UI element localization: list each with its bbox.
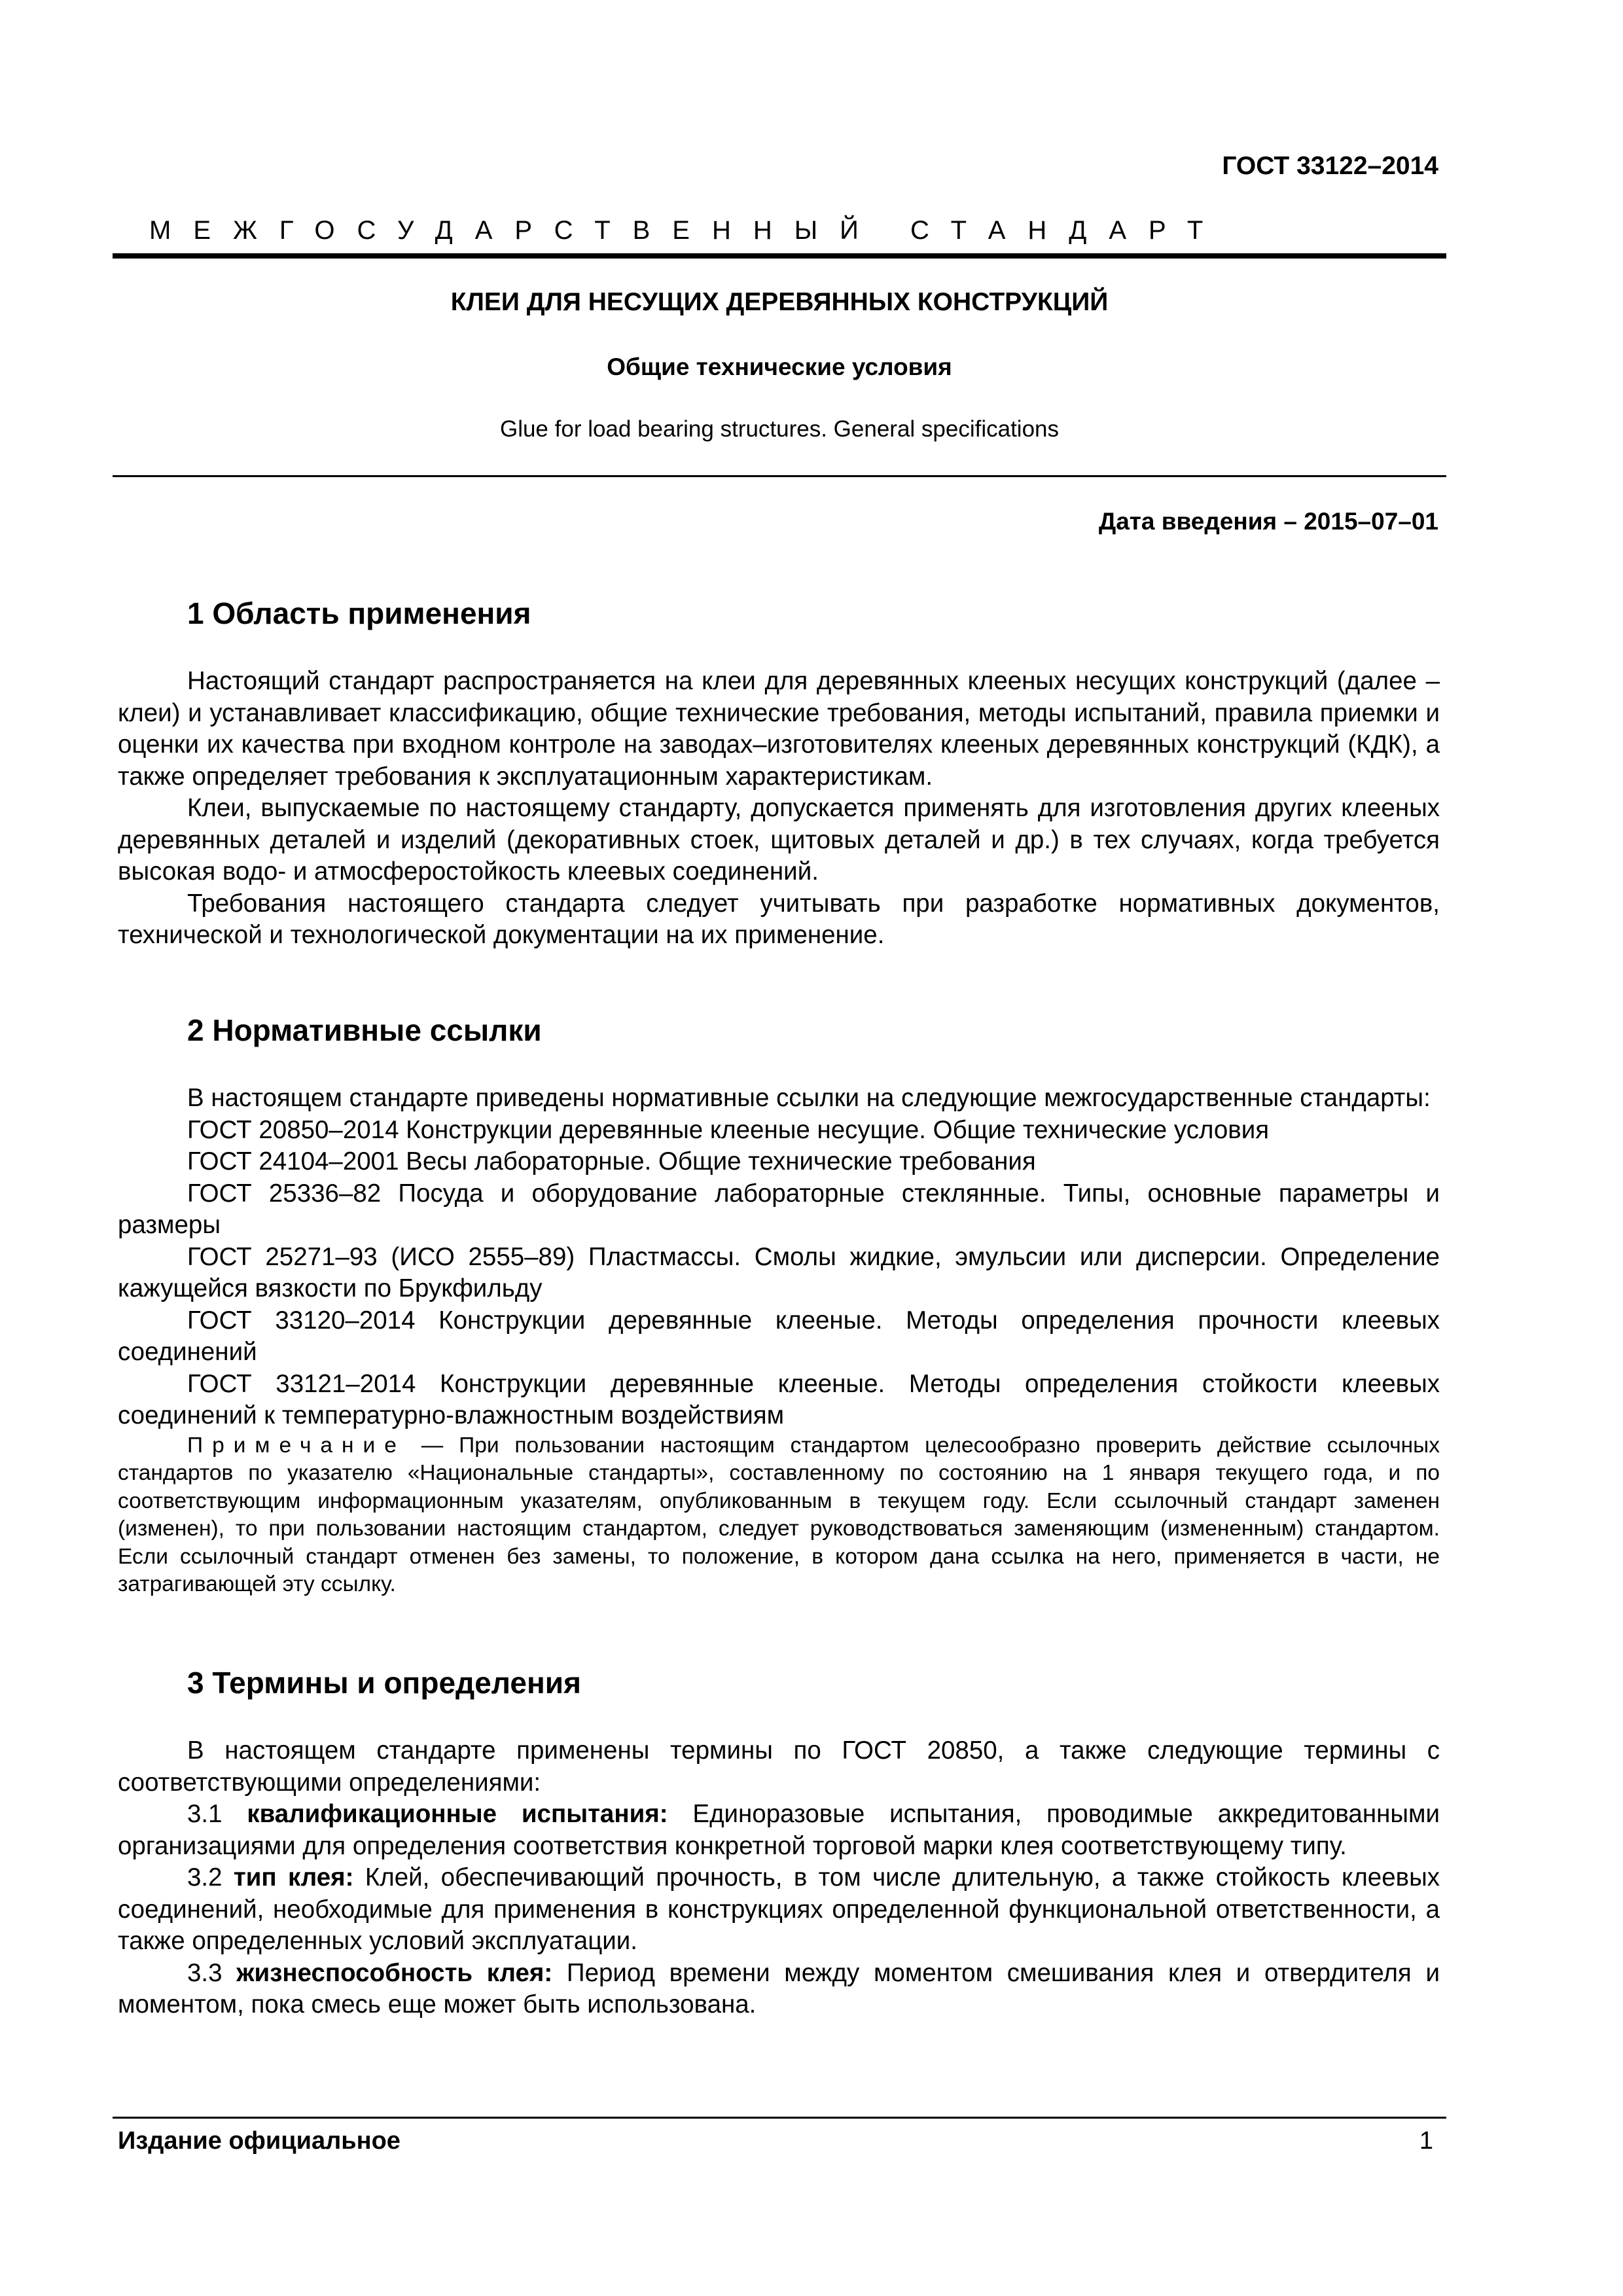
term-name: жизнеспособность клея: <box>236 1958 553 1987</box>
reference-item: ГОСТ 25271–93 (ИСО 2555–89) Пластмассы. Смолы жидкие, эмульсии или дисперсии. Определение кажущейся вязкости по Брукфильду <box>118 1242 1440 1302</box>
paragraph: Настоящий стандарт распространяется на клеи для деревянных клееных несущих конструкций (далее – клеи) и устанавливает классификацию, общие технические требования, методы испытаний, правила приемки и оценки их качества при входном контроле на заводах–изготовителях клееных деревянных конструкций (КДК), а также определяет требования к эксплуатационным характеристикам. <box>118 667 1440 791</box>
term-number: 3.1 <box>187 1800 223 1828</box>
note-label: Примечание <box>187 1433 406 1458</box>
standard-category: МЕЖГОСУДАРСТВЕННЫЙ СТАНДАРТ <box>149 216 1226 245</box>
document-subtitle: Общие технические условия <box>607 353 952 380</box>
term-text: Период времени между моментом смешивания клея и отвердителя и моментом, пока смесь еще может быть использована. <box>118 1958 1440 2018</box>
note-text: — При пользовании настоящим стандартом целесообразно проверить действие ссылочных стандартов по указателю «Национальные стандарты», составленному по состоянию на 1 января текущего года, и по соответствующим информационным указателям, опубликованным в текущем году. Если ссылочный стандарт заменен (изменен), то при пользовании настоящим стандартом, следует руководствоваться заменяющим (измененным) стандартом. Если ссылочный стандарт отменен без замены, то положение, в котором дана ссылка на него, применяется в части, не затрагивающей эту ссылку. <box>118 1433 1440 1596</box>
paragraph: Клеи, выпускаемые по настоящему стандарту, допускается применять для изготовления других клееных деревянных деталей и изделий (декоративных стоек, щитовых деталей и др.) в тех случаях, когда требуется высокая водо- и атмосферостойкость клеевых соединений. <box>118 794 1440 886</box>
section-body-scope <box>118 666 1440 952</box>
title-rule <box>113 475 1446 477</box>
reference-item: ГОСТ 24104–2001 Весы лабораторные. Общие технические требования <box>187 1147 1036 1175</box>
term-number: 3.3 <box>187 1958 223 1987</box>
reference-item: ГОСТ 20850–2014 Конструкции деревянные клееные несущие. Общие технические условия <box>187 1115 1270 1144</box>
section-body-normative-references <box>118 1083 1440 1599</box>
term-definition <box>118 1799 1440 1862</box>
paragraph: В настоящем стандарте приведены нормативные ссылки на следующие межгосударственные стандарты: <box>187 1084 1431 1112</box>
term-definition <box>118 1958 1440 2021</box>
standard-designation: ГОСТ 33122–2014 <box>1222 152 1438 180</box>
document-title-english: Glue for load bearing structures. General specifications <box>499 416 1060 442</box>
term-definition <box>118 1862 1440 1958</box>
term-name: тип клея: <box>233 1863 354 1892</box>
paragraph: В настоящем стандарте применены термины по ГОСТ 20850, а также следующие термины с соответствующими определениями: <box>118 1736 1440 1797</box>
reference-item: ГОСТ 33121–2014 Конструкции деревянные клееные. Методы определения стойкости клеевых соединений к температурно-влажностным воздействиям <box>118 1369 1440 1429</box>
document-title: КЛЕИ ДЛЯ НЕСУЩИХ ДЕРЕВЯННЫХ КОНСТРУКЦИЙ <box>450 288 1109 316</box>
term-text: Единоразовые испытания, проводимые аккредитованными организациями для определения соответствия конкретной торговой марки клея соответствующему типу. <box>118 1800 1440 1860</box>
paragraph: Требования настоящего стандарта следует учитывать при разработке нормативных документов, технической и технологической документации на их применение. <box>118 889 1440 949</box>
section-heading-terms: 3 Термины и определения <box>187 1666 581 1700</box>
footer-rule <box>113 2117 1446 2119</box>
reference-item: ГОСТ 25336–82 Посуда и оборудование лабораторные стеклянные. Типы, основные параметры и размеры <box>118 1179 1440 1239</box>
introduction-date: Дата введения – 2015–07–01 <box>1098 508 1438 535</box>
edition-label: Издание официальное <box>118 2127 401 2155</box>
page-number: 1 <box>1419 2127 1433 2155</box>
term-text: Клей, обеспечивающий прочность, в том числе длительную, а также стойкость клеевых соединений, необходимые для применения в конструкциях определенной функциональной ответственности, а также определенных условий эксплуатации. <box>118 1863 1440 1955</box>
reference-item: ГОСТ 33120–2014 Конструкции деревянные клееные. Методы определения прочности клеевых соединений <box>118 1306 1440 1366</box>
section-heading-normative-references: 2 Нормативные ссылки <box>187 1013 542 1047</box>
term-name: квалификационные испытания: <box>247 1800 668 1828</box>
section-body-terms <box>118 1735 1440 2021</box>
section-heading-scope: 1 Область применения <box>187 596 531 630</box>
header-rule <box>113 253 1446 259</box>
reference-note <box>118 1432 1440 1599</box>
term-number: 3.2 <box>187 1863 223 1892</box>
